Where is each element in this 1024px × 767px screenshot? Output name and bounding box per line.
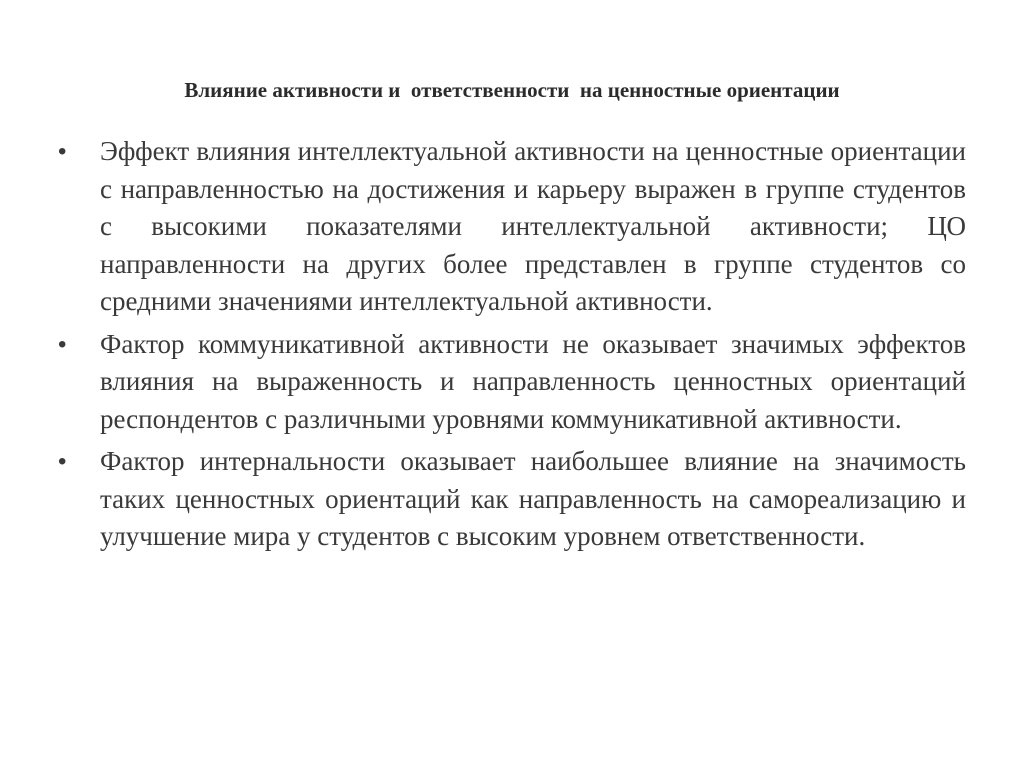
bullet-text: Фактор интернальности оказывает наибольшее влияние на значимость таких ценностных ориентаций как направленность на самореализацию и улучшение мира у студентов с высоким уровнем ответственности. [100, 446, 966, 551]
bullet-icon: • [58, 448, 67, 475]
bullet-text: Эффект влияния интеллектуальной активности на ценностные ориентации с направленностью на достижения и карьеру выражен в группе студентов с высокими показателями интеллектуальной активности; ЦО направленности на других более представлен в группе студентов со средними значениями интеллектуальной активности. [100, 136, 966, 316]
bullet-list [58, 133, 966, 561]
bullet-icon: • [58, 330, 67, 358]
bullet-item [58, 443, 966, 556]
bullet-item [58, 133, 966, 321]
bullet-text: Фактор коммуникативной активности не оказывает значимых эффектов влияния на выраженность и направленность ценностных ориентаций респондентов с различными уровнями коммуникативной активности. [100, 328, 966, 434]
bullet-icon: • [58, 138, 67, 165]
bullet-item [58, 326, 966, 439]
slide-title: Влияние активности и ответственности на ценностные ориентации [184, 78, 840, 102]
